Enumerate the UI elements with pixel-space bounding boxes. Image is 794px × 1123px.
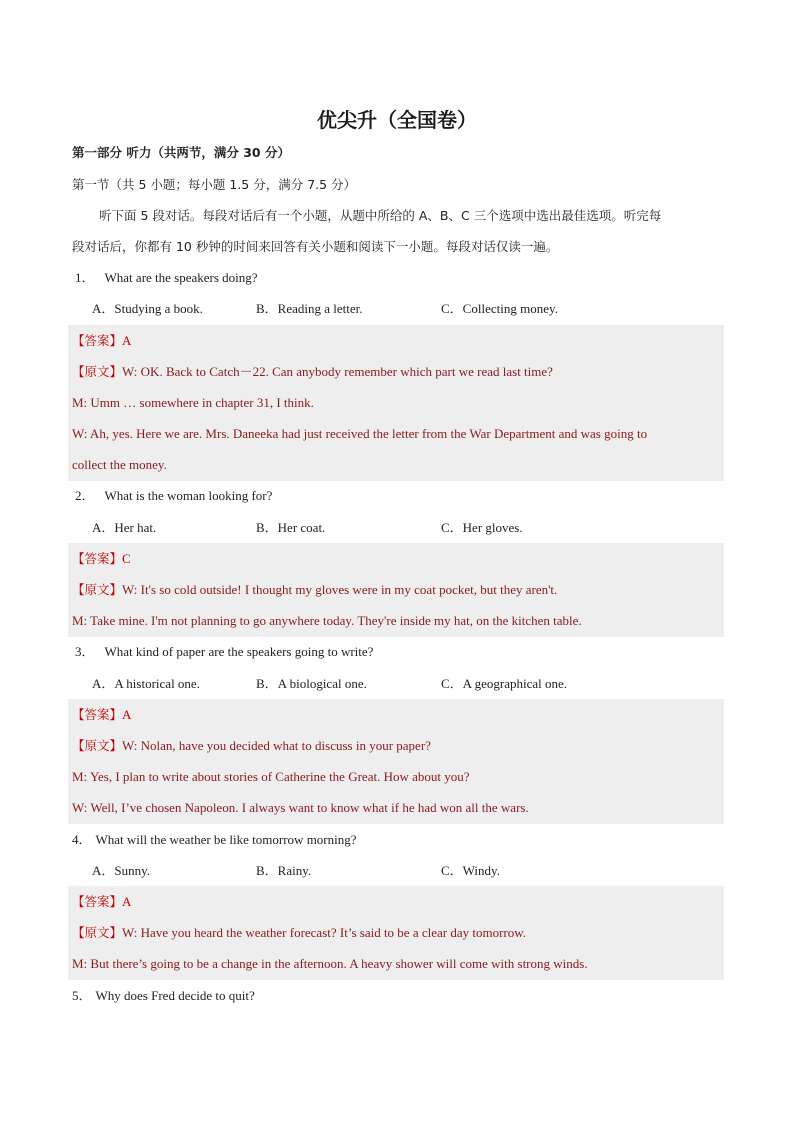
page-title: 优尖升（全国卷） — [317, 108, 477, 132]
question-5 — [72, 980, 724, 1011]
instructions-line-2: 段对话后，你都有 10 秒钟的时间来回答有关小题和阅读下一小题。每段对话仅读一遍。 — [72, 239, 559, 254]
transcript-line: collect the money. — [72, 457, 167, 472]
answer-value: A — [122, 333, 132, 348]
transcript-text: W: It's so cold outside! I thought my gloves were in my coat pocket, but they aren't. — [122, 582, 558, 597]
transcript-line: M: Take mine. I'm not planning to go anywhere today. They're inside my hat, on the kitchen table. — [72, 613, 582, 628]
transcript-text: W: Nolan, have you decided what to discuss in your paper? — [122, 738, 431, 753]
option-a: A．Studying a book. — [92, 301, 203, 316]
transcript-label: 【原文】 — [72, 582, 123, 597]
question-4 — [72, 824, 724, 855]
option-b: B．Her coat. — [256, 520, 326, 535]
question-number: 3． — [75, 644, 95, 659]
transcript-line: W: Ah, yes. Here we are. Mrs. Daneeka had just received the letter from the War Department and was going to — [72, 426, 648, 441]
option-b: B．Reading a letter. — [256, 301, 363, 316]
transcript-line: W: Well, I’ve chosen Napoleon. I always want to know what if he had won all the wars. — [72, 800, 529, 815]
option-b: B．A biological one. — [256, 676, 367, 691]
answer-label: 【答案】 — [72, 894, 123, 909]
section-heading: 第一节（共 5 小题；每小题 1.5 分，满分 7.5 分） — [72, 177, 357, 192]
transcript-text: W: Have you heard the weather forecast? It’s said to be a clear day tomorrow. — [122, 925, 527, 940]
answer-value: C — [122, 551, 131, 566]
option-a: A．Her hat. — [92, 520, 157, 535]
question-number: 1． — [75, 270, 95, 285]
option-c: C．Windy. — [441, 863, 500, 878]
question-number: 5． — [72, 988, 92, 1003]
answer-label: 【答案】 — [72, 707, 123, 722]
option-a: A．Sunny. — [92, 863, 151, 878]
transcript-label: 【原文】 — [72, 925, 123, 940]
option-c: C．A geographical one. — [441, 676, 567, 691]
answer-line — [72, 325, 724, 356]
answer-value: A — [122, 894, 132, 909]
part-heading: 第一部分 听力（共两节，满分 30 分） — [72, 145, 290, 160]
transcript-line — [72, 730, 724, 761]
question-text: What kind of paper are the speakers going to write? — [104, 644, 374, 659]
option-b: B．Rainy. — [256, 863, 312, 878]
transcript-line: M: Yes, I plan to write about stories of Catherine the Great. How about you? — [72, 769, 470, 784]
option-a: A．A historical one. — [92, 676, 200, 691]
option-c: C．Collecting money. — [441, 301, 558, 316]
answer-line — [72, 543, 724, 574]
answer-line — [72, 699, 724, 730]
question-4-options — [92, 855, 712, 886]
question-3-options — [92, 668, 712, 699]
transcript-line — [72, 356, 724, 387]
question-text: What are the speakers doing? — [104, 270, 258, 285]
answer-label: 【答案】 — [72, 551, 123, 566]
transcript-label: 【原文】 — [72, 738, 123, 753]
question-1-options — [92, 293, 712, 324]
question-3 — [75, 636, 727, 667]
transcript-line — [72, 574, 724, 605]
option-c: C．Her gloves. — [441, 520, 523, 535]
question-2 — [75, 480, 727, 511]
question-1 — [75, 262, 727, 293]
question-number: 2． — [75, 488, 95, 503]
transcript-label: 【原文】 — [72, 364, 123, 379]
transcript-line: M: Umm … somewhere in chapter 31, I think. — [72, 395, 314, 410]
transcript-text: W: OK. Back to Catch－22. Can anybody remember which part we read last time? — [122, 364, 553, 379]
answer-value: A — [122, 707, 132, 722]
question-text: What is the woman looking for? — [104, 488, 273, 503]
question-text: What will the weather be like tomorrow morning? — [95, 832, 357, 847]
transcript-line — [72, 917, 724, 948]
transcript-line: M: But there’s going to be a change in the afternoon. A heavy shower will come with strong winds. — [72, 956, 588, 971]
question-number: 4． — [72, 832, 92, 847]
answer-label: 【答案】 — [72, 333, 123, 348]
question-2-options — [92, 512, 712, 543]
answer-line — [72, 886, 724, 917]
instructions-line-1: 听下面 5 段对话。每段对话后有一个小题，从题中所给的 A、B、C 三个选项中选出最佳选项。听完每 — [99, 208, 662, 223]
question-text: Why does Fred decide to quit? — [95, 988, 255, 1003]
